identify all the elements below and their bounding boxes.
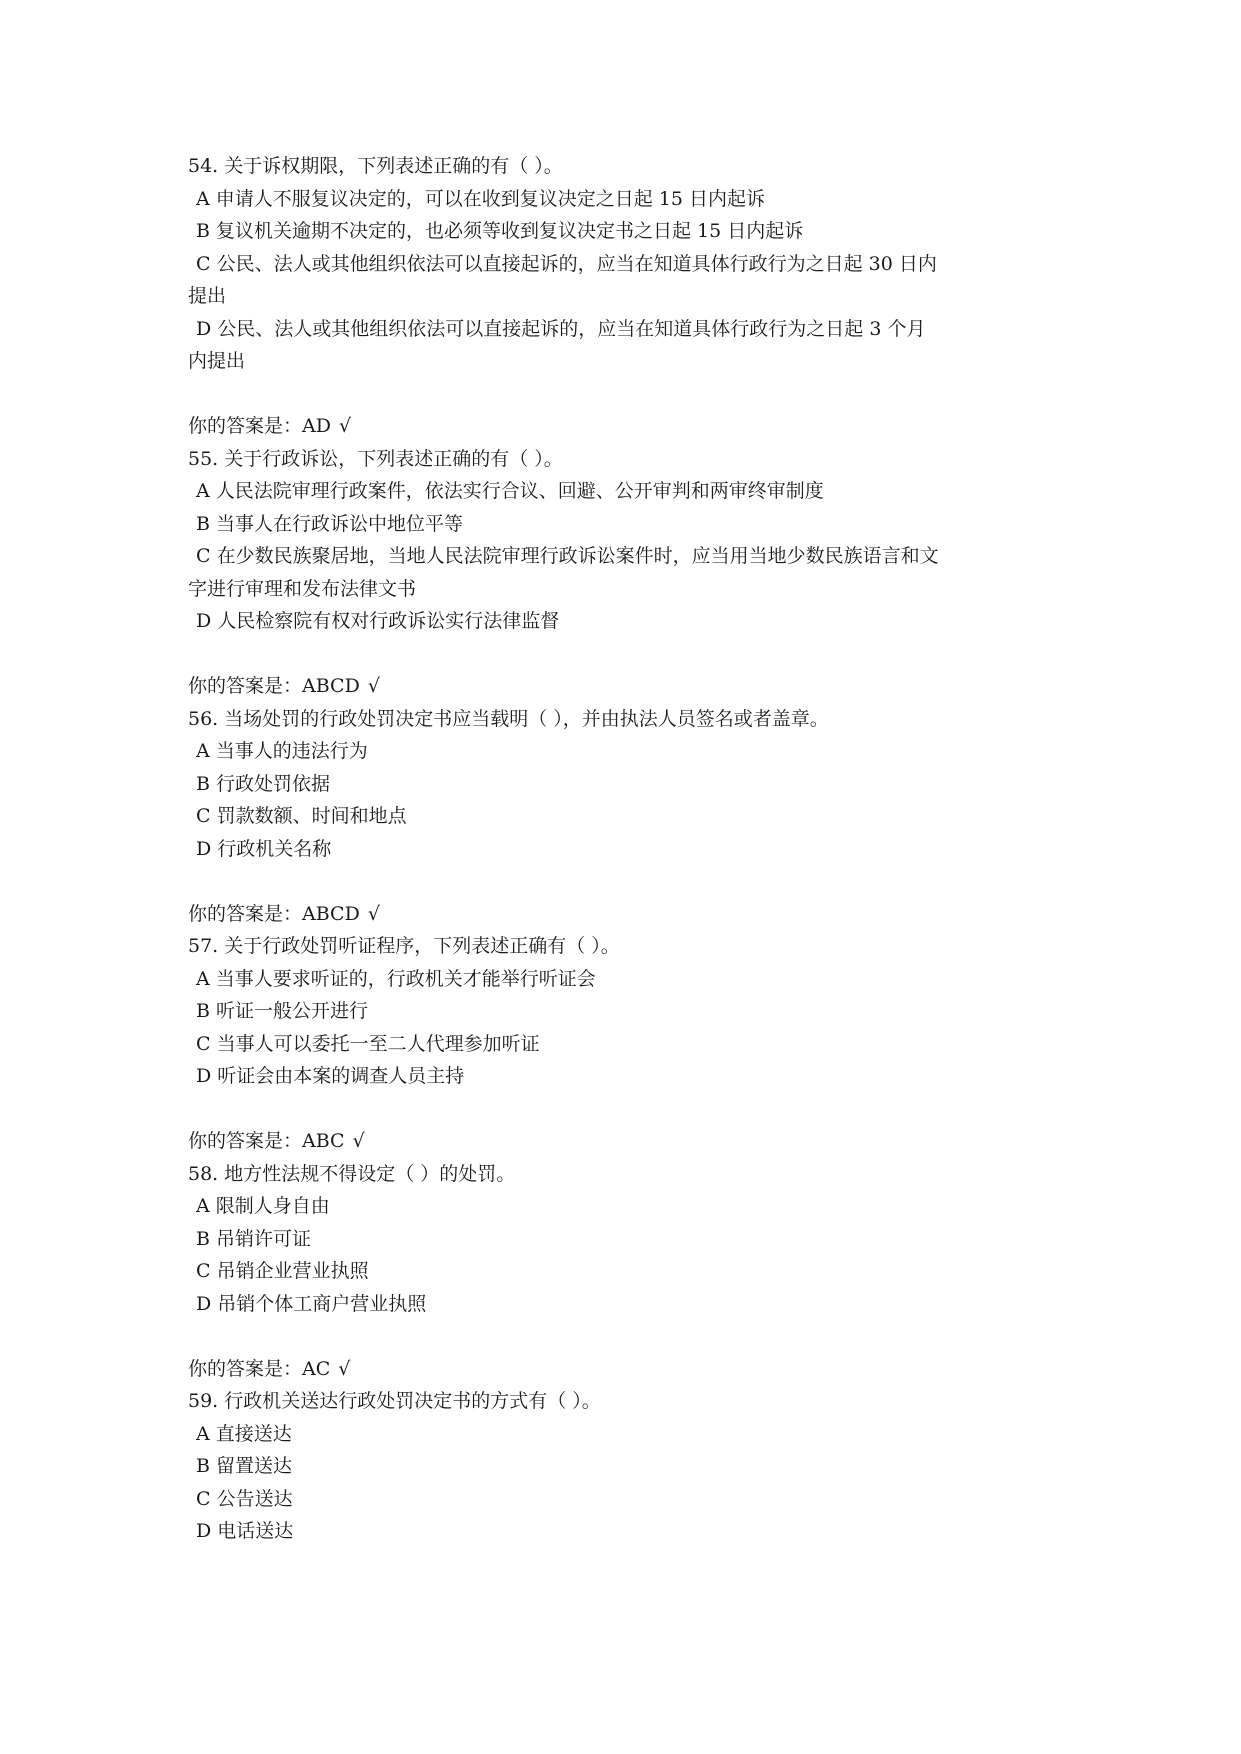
answer-label: 你的答案是：ABCD xyxy=(188,675,360,697)
option-line: B 留置送达 xyxy=(196,1455,293,1477)
option-line: B 当事人在行政诉讼中地位平等 xyxy=(196,512,464,535)
question-stem: 59. 行政机关送达行政处罚决定书的方式有（ ）。 xyxy=(188,1390,601,1412)
answer-label: 你的答案是：ABC xyxy=(188,1130,345,1152)
question-stem: 54. 关于诉权期限，下列表述正确的有（ ）。 xyxy=(188,155,563,177)
check-mark-icon: √ xyxy=(338,415,352,437)
answer-line xyxy=(188,1353,1058,1386)
question-stem: 58. 地方性法规不得设定（ ）的处罚。 xyxy=(188,1162,516,1185)
question-57 xyxy=(188,930,1058,1158)
option-line: A 人民法院审理行政案件，依法实行合议、回避、公开审判和两审终审制度 xyxy=(196,480,824,502)
option-line: D 听证会由本案的调查人员主持 xyxy=(196,1065,465,1087)
question-56 xyxy=(188,703,1058,931)
option-line: D 行政机关名称 xyxy=(196,837,332,860)
question-59 xyxy=(188,1385,1058,1548)
option-line: C 在少数民族聚居地，当地人民法院审理行政诉讼案件时，应当用当地少数民族语言和文 xyxy=(196,545,939,567)
option-line: C 当事人可以委托一至二人代理参加听证 xyxy=(196,1032,540,1055)
option-line: B 听证一般公开进行 xyxy=(196,1000,369,1022)
option-line: C 吊销企业营业执照 xyxy=(196,1260,369,1282)
answer-line xyxy=(188,670,1058,703)
option-line-continued: 提出 xyxy=(188,285,227,307)
option-line: C 公告送达 xyxy=(196,1487,293,1510)
question-list xyxy=(188,150,1058,1548)
option-line: A 当事人要求听证的，行政机关才能举行听证会 xyxy=(196,967,596,990)
check-mark-icon: √ xyxy=(338,1357,351,1380)
option-line: D 公民、法人或其他组织依法可以直接起诉的，应当在知道具体行政行为之日起 3 个月 xyxy=(196,317,926,340)
option-line: B 吊销许可证 xyxy=(196,1227,312,1250)
question-55 xyxy=(188,443,1058,703)
check-mark-icon: √ xyxy=(367,902,380,925)
option-line: A 当事人的违法行为 xyxy=(196,740,368,762)
option-line: C 公民、法人或其他组织依法可以直接起诉的，应当在知道具体行政行为之日起 30 日内 xyxy=(196,252,937,275)
option-line: C 罚款数额、时间和地点 xyxy=(196,805,407,827)
option-line: B 复议机关逾期不决定的，也必须等收到复议决定书之日起 15 日内起诉 xyxy=(196,220,804,242)
option-line-continued: 字进行审理和发布法律文书 xyxy=(188,577,417,600)
option-line: A 限制人身自由 xyxy=(196,1195,330,1217)
question-stem: 57. 关于行政处罚听证程序，下列表述正确有（ ）。 xyxy=(188,935,620,957)
answer-line xyxy=(188,1125,1058,1158)
question-58 xyxy=(188,1158,1058,1386)
question-54 xyxy=(188,150,1058,443)
question-stem: 55. 关于行政诉讼，下列表述正确的有（ ）。 xyxy=(188,447,563,470)
check-mark-icon: √ xyxy=(367,675,380,697)
option-line: A 申请人不服复议决定的，可以在收到复议决定之日起 15 日内起诉 xyxy=(196,187,766,210)
option-line: D 吊销个体工商户营业执照 xyxy=(196,1292,427,1315)
answer-line xyxy=(188,898,1058,931)
option-line: A 直接送达 xyxy=(196,1422,292,1445)
option-line: B 行政处罚依据 xyxy=(196,772,331,795)
option-line: D 电话送达 xyxy=(196,1520,294,1542)
option-line: D 人民检察院有权对行政诉讼实行法律监督 xyxy=(196,610,560,632)
answer-label: 你的答案是：ABCD xyxy=(188,902,360,925)
question-stem: 56. 当场处罚的行政处罚决定书应当载明（ ），并由执法人员签名或者盖章。 xyxy=(188,707,829,730)
check-mark-icon: √ xyxy=(352,1130,365,1152)
answer-label: 你的答案是：AC xyxy=(188,1357,331,1380)
answer-label: 你的答案是：AD xyxy=(188,415,331,437)
option-line-continued: 内提出 xyxy=(188,350,246,372)
answer-line xyxy=(188,410,1058,443)
